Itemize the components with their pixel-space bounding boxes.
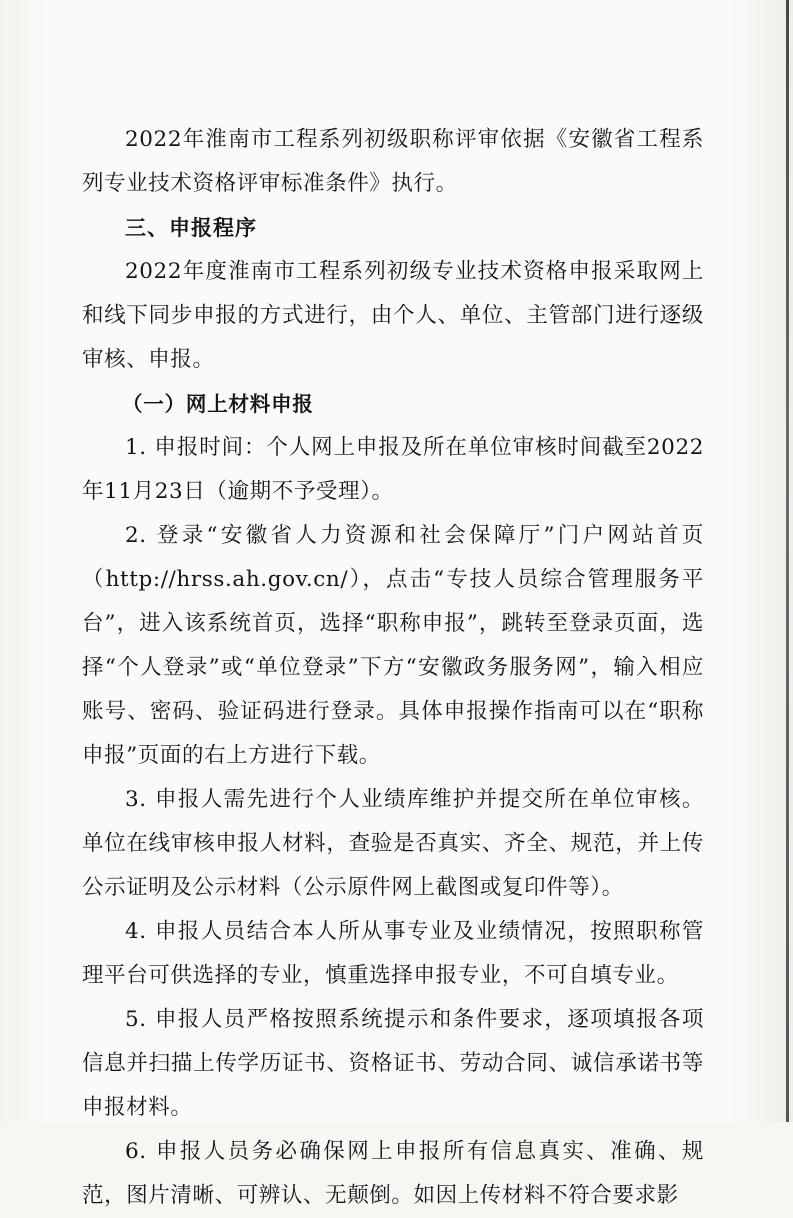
paragraph-item-1-deadline: 1. 申报时间：个人网上申报及所在单位审核时间截至2022年11月23日（逾期不予受理）。 xyxy=(82,435,704,504)
paragraph-item-5-materials: 5. 申报人员严格按照系统提示和条件要求，逐项填报各项信息并扫描上传学历证书、资格证书、劳动合同、诚信承诺书等申报材料。 xyxy=(82,1007,704,1120)
document-body xyxy=(82,118,704,1218)
page-edge-shadow xyxy=(786,0,789,1122)
section-heading-application-procedure: 三、申报程序 xyxy=(125,216,257,240)
paragraph-application-method: 2022年度淮南市工程系列初级专业技术资格申报采取网上和线下同步申报的方式进行，由个人、单位、主管部门进行逐级审核、申报。 xyxy=(82,259,704,372)
subsection-heading-online-application: （一）网上材料申报 xyxy=(122,392,314,416)
paragraph-item-3-review: 3. 申报人需先进行个人业绩库维护并提交所在单位审核。单位在线审核申报人材料，查验是否真实、齐全、规范，并上传公示证明及公示材料（公示原件网上截图或复印件等）。 xyxy=(82,787,704,900)
paragraph-item-2-login: 2. 登录“安徽省人力资源和社会保障厅”门户网站首页（http://hrss.ah.gov.cn/），点击“专技人员综合管理服务平台”，进入该系统首页，选择“职称申报”，跳转至登录页面，选择“个人登录”或“单位登录”下方“安徽政务服务网”，输入相应账号、密码、验证码进行登录。具体申报操作指南可以在“职称申报”页面的右上方进行下载。 xyxy=(82,523,704,768)
paragraph-item-4-specialty: 4. 申报人员结合本人所从事专业及业绩情况，按照职称管理平台可供选择的专业，慎重选择申报专业，不可自填专业。 xyxy=(82,919,704,988)
paragraph-item-6-accuracy: 6. 申报人员务必确保网上申报所有信息真实、准确、规范，图片清晰、可辨认、无颠倒。如因上传材料不符合要求影 xyxy=(82,1139,704,1208)
paragraph-review-basis: 2022年淮南市工程系列初级职称评审依据《安徽省工程系列专业技术资格评审标准条件》执行。 xyxy=(82,127,704,196)
